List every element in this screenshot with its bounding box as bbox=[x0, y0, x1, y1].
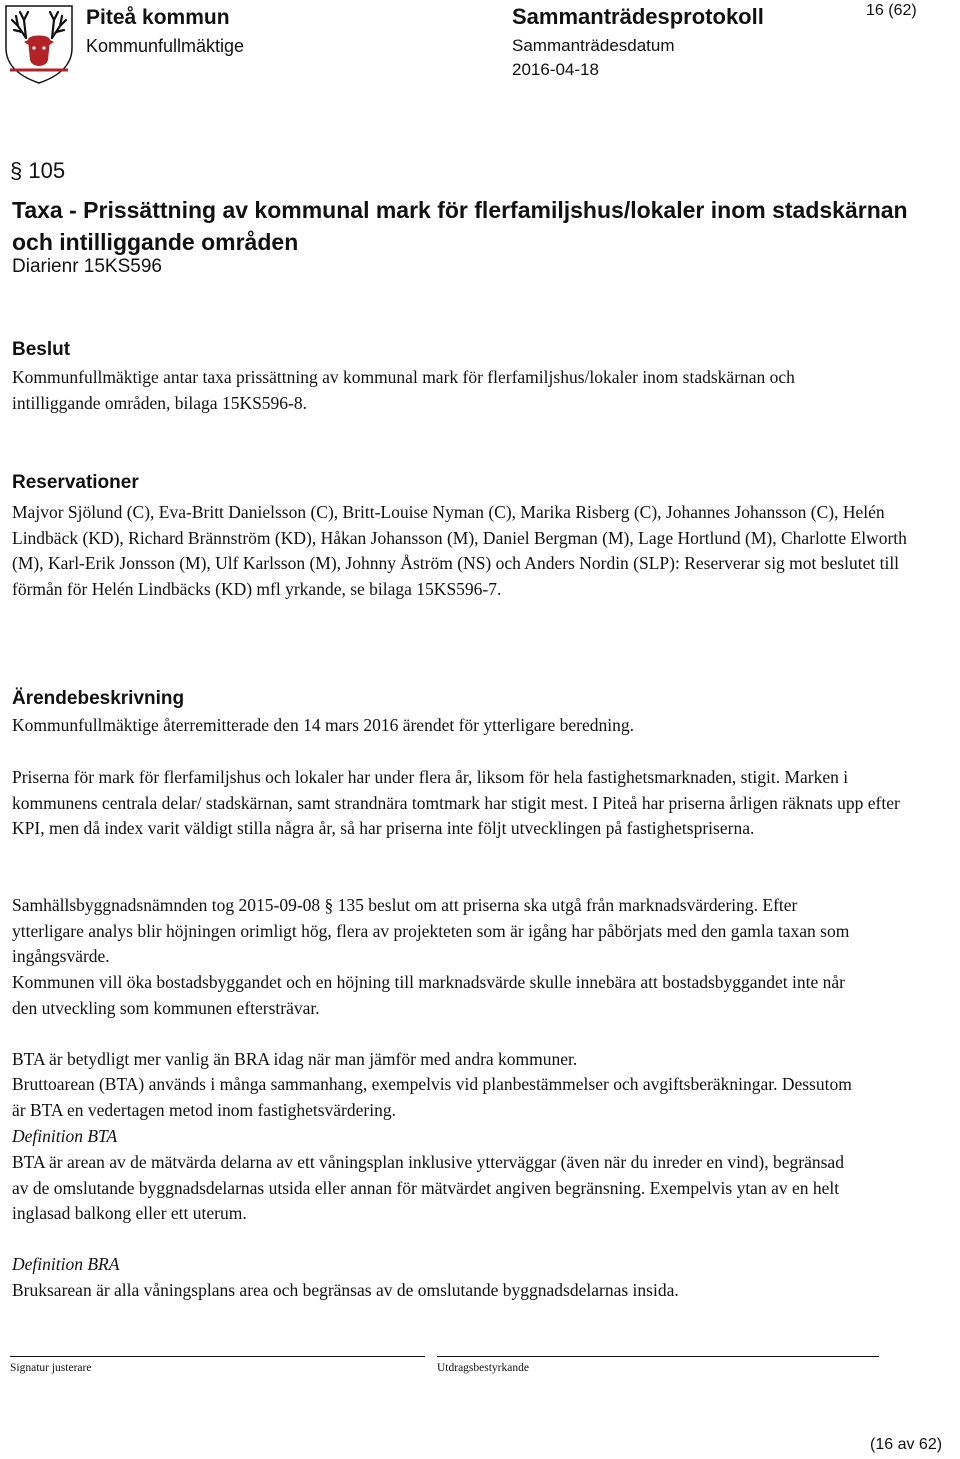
arende-paragraph-4b: Bruttoarean (BTA) används i många sammanhang, exempelvis vid planbestämmelser och avgiftsberäkningar. Dessutom är BTA en vedertagen metod inom fastighetsvärdering. bbox=[12, 1074, 852, 1120]
page-indicator: 16 (62) bbox=[866, 2, 917, 19]
date-label: Sammanträdesdatum bbox=[512, 36, 675, 55]
paragraph-number: § 105 bbox=[10, 158, 66, 183]
organization-name: Piteå kommun bbox=[86, 6, 230, 29]
date-value: 2016-04-18 bbox=[512, 60, 599, 79]
diarie-number: Diarienr 15KS596 bbox=[12, 256, 162, 277]
definition-bra-text: Bruksarean är alla våningsplans area och begränsas av de omslutande byggnadsdelarnas insida. bbox=[12, 1280, 679, 1300]
beslut-text: Kommunfullmäktige antar taxa prissättning av kommunal mark för flerfamiljshus/lokaler inom stadskärnan och intilliggande områden, bilaga 15KS596-8. bbox=[12, 367, 795, 413]
page-of-total: (16 av 62) bbox=[870, 1436, 943, 1453]
arende-paragraph-3a: Samhällsbyggnadsnämnden tog 2015-09-08 § 135 beslut om att priserna ska utgå från marknadsvärdering. Efter ytterligare analys blir höjningen orimligt hög, flera av projekteten som är igång har påbörjats med den gamla taxan som ingångsvärde. bbox=[12, 895, 850, 967]
document-type: Sammanträdesprotokoll bbox=[512, 4, 764, 29]
reservationer-heading: Reservationer bbox=[12, 472, 139, 493]
item-title: Taxa - Prissättning av kommunal mark för flerfamiljshus/lokaler inom stadskärnan och intilliggande områden bbox=[12, 197, 908, 255]
definition-bra-label bbox=[12, 1252, 947, 1278]
extract-line bbox=[437, 1356, 879, 1357]
definition-bta-text: BTA är arean av de mätvärda delarna av ett våningsplan inklusive ytterväggar (även när du inreder en vind), begränsad av de omslutande byggnadsdelarnas utsida eller annan för mätvärdet angiven begränsning. Exempelvis ytan av en helt inglasad balkong eller ett uterum. bbox=[12, 1152, 844, 1224]
committee-name: Kommunfullmäktige bbox=[86, 36, 245, 56]
signature-line bbox=[10, 1356, 425, 1357]
definition-bta-label bbox=[12, 1124, 947, 1150]
arende-paragraph-4a: BTA är betydligt mer vanlig än BRA idag när man jämför med andra kommuner. bbox=[12, 1049, 578, 1069]
arende-paragraph-1: Kommunfullmäktige återremitterade den 14 mars 2016 ärendet för ytterligare beredning. bbox=[12, 715, 634, 735]
signatur-justerare-label: Signatur justerare bbox=[10, 1362, 92, 1374]
beslut-heading: Beslut bbox=[12, 339, 71, 360]
arende-paragraph-2: Priserna för mark för flerfamiljshus och lokaler har under flera år, liksom för hela fastighetsmarknaden, stigit. Marken i kommunens centrala delar/ stadskärnan, samt strandnära tomtmark har stigit mest. I Piteå har priserna årligen räknats upp efter KPI, men då index varit väldigt stilla några år, så har priserna inte följt utvecklingen på fastighetspriserna. bbox=[12, 767, 900, 839]
utdragsbestyrkande-label: Utdragsbestyrkande bbox=[437, 1362, 529, 1374]
reservationer-text: Majvor Sjölund (C), Eva-Britt Danielsson (C), Britt-Louise Nyman (C), Marika Risberg (C), Johannes Johansson (C), Helén Lindbäck (KD), Richard Brännström (KD), Håkan Johansson (M), Daniel Bergman (M), Lage Hortlund (M), Charlotte Elworth (M), Karl-Erik Jonsson (M), Ulf Karlsson (M), Johnny Åström (NS) och Anders Nordin (SLP): Reserverar sig mot beslutet till förmån för Helén Lindbäcks (KD) mfl yrkande, se bilaga 15KS596-7. bbox=[12, 502, 907, 600]
definition-bra-label-text: Definition BRA bbox=[12, 1254, 120, 1274]
arendebeskrivning-heading: Ärendebeskrivning bbox=[12, 688, 185, 709]
definition-bta-label-text: Definition BTA bbox=[12, 1126, 118, 1146]
arende-paragraph-3b: Kommunen vill öka bostadsbyggandet och en höjning till marknadsvärde skulle innebära att bostadsbyggandet inte når den utveckling som kommunen eftersträvar. bbox=[12, 972, 846, 1018]
reindeer-crest-icon bbox=[4, 4, 74, 84]
